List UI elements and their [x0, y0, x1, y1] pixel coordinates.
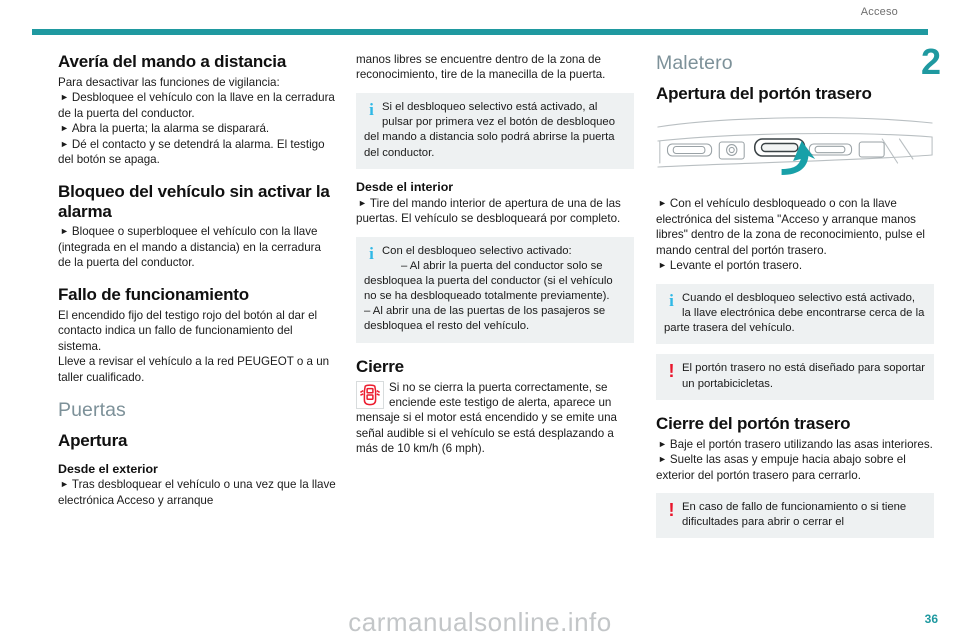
heading-bloqueo-sin-alarma: Bloqueo del vehículo sin activar la alarma — [58, 181, 330, 221]
warning-note-portabicicletas — [656, 354, 934, 399]
warning-icon: ! — [668, 361, 675, 382]
column-1 — [52, 52, 342, 618]
triangle-bullet-icon: ► — [60, 123, 69, 134]
triangle-bullet-icon: ► — [658, 198, 667, 209]
heading-desde-el-exterior: Desde el exterior — [58, 461, 158, 476]
warning-note-text: En caso de fallo de funcionamiento o si tiene dificultades para abrir o cerrar el — [682, 501, 907, 529]
info-note-text: Si el desbloqueo selectivo está activado, al pulsar por primera vez el botón de desbloqueo del mando a distancia solo podrá abrirse la puerta del conductor. — [364, 100, 615, 159]
porton-step-2: ► Levante el portón trasero. — [658, 259, 803, 273]
fallo-paragraph-2: Lleve a revisar el vehículo a la red PEUGEOT o a un taller cualificado. — [58, 355, 330, 384]
warning-note-fallo-porton — [656, 493, 934, 538]
averia-step-2: ► Abra la puerta; la alarma se disparará. — [60, 122, 270, 136]
heading-desde-el-interior: Desde el interior — [356, 179, 454, 194]
info-note-desbloqueo-selectivo-activado — [356, 237, 634, 343]
heading-puertas: Puertas — [58, 399, 126, 422]
page-columns — [0, 52, 960, 618]
cierre-porton-step-1: ► Baje el portón trasero utilizando las asas interiores. — [658, 437, 933, 451]
info-note-desbloqueo-selectivo — [356, 93, 634, 169]
porton-step-1: ► Con el vehículo desbloqueado o con la llave electrónica del sistema "Acceso y arranque manos libres" dentro de la zona de reconocimiento, pulse el mando central del portón trasero. — [656, 197, 925, 257]
info-icon: i — [669, 290, 674, 310]
interior-step-1: ► Tire del mando interior de apertura de una de las puertas. El vehículo se desbloqueará por completo. — [356, 196, 621, 226]
triangle-bullet-icon: ► — [60, 138, 69, 149]
bloqueo-step-1: ► Bloquee o superbloquee el vehículo con la llave (integrada en el mando a distancia) en la cerradura de la puerta del conductor. — [58, 225, 321, 270]
heading-cierre-porton-trasero: Cierre del portón trasero — [656, 413, 851, 433]
averia-step-3: ► Dé el contacto y se detendrá la alarma. El testigo del botón se apaga. — [58, 137, 325, 167]
cierre-block — [356, 380, 634, 457]
exterior-step-1: ► Tras desbloquear el vehículo o una vez que la llave electrónica Acceso y arranque — [58, 478, 336, 507]
info-note-llave-cerca-trasera — [656, 284, 934, 345]
door-ajar-telltale-icon — [356, 381, 384, 409]
triangle-bullet-icon: ► — [60, 479, 69, 490]
triangle-bullet-icon: ► — [658, 454, 667, 465]
info-note2-line3: – Al abrir una de las puertas de los pasajeros se desbloquea el resto del vehículo. — [364, 305, 606, 333]
chapter-number: 2 — [920, 41, 940, 82]
column2-continuation: manos libres se encuentre dentro de la zona de reconocimiento, tire de la manecilla de la puerta. — [356, 53, 606, 82]
triangle-bullet-icon: ► — [60, 92, 69, 103]
running-head: Acceso — [860, 6, 898, 18]
heading-maletero: Maletero — [656, 52, 733, 74]
info-note2-line2: – Al abrir la puerta del conductor solo se desbloquea la puerta del conductor (si el vehículo no se ha desbloqueado totalmente previamente). — [364, 259, 613, 303]
warning-note-text: El portón trasero no está diseñado para soportar un portabicicletas. — [682, 362, 926, 390]
averia-intro: Para desactivar las funciones de vigilancia: — [58, 75, 280, 89]
heading-fallo-funcionamiento: Fallo de funcionamiento — [58, 284, 249, 304]
heading-averia-mando: Avería del mando a distancia — [58, 52, 287, 71]
header-rule — [32, 29, 928, 35]
column-2 — [350, 52, 640, 618]
info-icon: i — [369, 243, 374, 263]
info-note-text: Cuando el desbloqueo selectivo está activado, la llave electrónica debe encontrarse cerca de la parte trasera del vehículo. — [664, 291, 925, 335]
heading-cierre: Cierre — [356, 356, 404, 376]
fallo-paragraph-1: El encendido fijo del testigo rojo del botón al dar el contacto indica un fallo de funcionamiento del sistema. — [58, 308, 318, 353]
triangle-bullet-icon: ► — [658, 438, 667, 449]
cierre-porton-step-2: ► Suelte las asas y empuje hacia abajo sobre el exterior del portón trasero para cerrarlo. — [656, 453, 906, 482]
triangle-bullet-icon: ► — [60, 226, 69, 237]
info-icon: i — [369, 99, 374, 119]
cierre-text: Si no se cierra la puerta correctamente, se enciende este testigo de alerta, aparece un mensaje si el motor está encendido y se emite una señal audible si el vehículo se está desplazando a más de 10 km/h (6 mph). — [356, 380, 618, 456]
heading-apertura: Apertura — [58, 430, 128, 450]
column-3 — [650, 52, 940, 618]
warning-icon: ! — [668, 500, 675, 521]
info-note2-line1: Con el desbloqueo selectivo activado: — [382, 244, 572, 257]
averia-step-1: ► Desbloquee el vehículo con la llave en la cerradura de la puerta del conductor. — [58, 91, 335, 120]
site-watermark: carmanualsonline.info — [348, 607, 612, 637]
triangle-bullet-icon: ► — [358, 197, 367, 208]
tailgate-handle-illustration — [656, 111, 934, 187]
heading-apertura-porton-trasero: Apertura del portón trasero — [656, 83, 872, 103]
page-number: 36 — [924, 612, 938, 626]
triangle-bullet-icon: ► — [658, 260, 667, 271]
